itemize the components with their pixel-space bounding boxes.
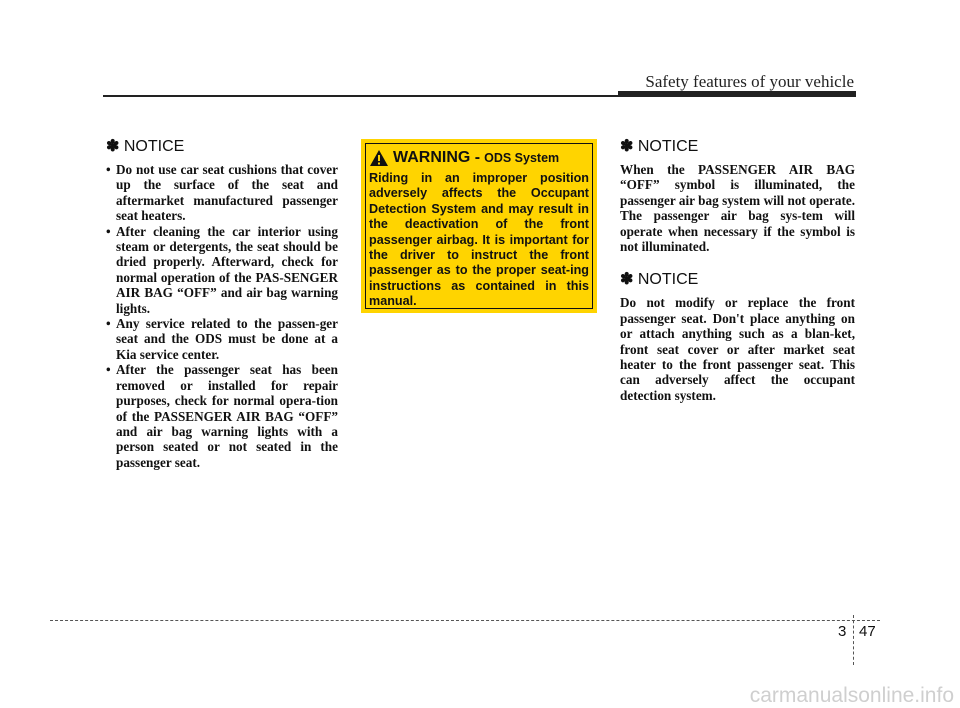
notice-star-icon: ✽ [106,138,120,155]
warning-subtitle: ODS System [484,151,560,165]
notice-label: NOTICE [123,138,185,155]
warning-title: WARNING - [393,149,481,166]
notice-paragraph: Do not modify or replace the front passenger seat. Don't place anything on or attach anything such as a blan-ket, front seat cover or after market seat heater to the front passenger seat. This can adversely affect the occupant detection system. [620,295,855,403]
right-column [620,137,855,403]
footer-page-divider [853,615,854,665]
list-item: • After cleaning the car interior using steam or detergents, the seat should be dried properly. Afterward, check for normal operation of the PAS-SENGER AIR BAG “OFF” and air bag warning lights. [106,223,338,316]
notice-label: NOTICE [637,138,699,155]
warning-text: Riding in an improper position adversely affects the Occupant Detection System and may result in the deactivation of the front passenger airbag. It is important for the driver to instruct the front passenger as to the proper seat-ing instructions as contained in this manual. [369,171,589,309]
warning-heading [369,147,589,169]
footer-dashed-rule [50,620,880,621]
list-item: • After the passenger seat has been removed or installed for repair purposes, check for normal opera-tion of the PASSENGER AIR BAG “OFF” and air bag warning lights with a person seated or not seated in the passenger seat. [106,362,338,470]
page-number: 47 [859,623,876,640]
notice-bullet-list [106,162,338,470]
notice-heading [106,137,338,156]
notice-paragraph: When the PASSENGER AIR BAG “OFF” symbol is illuminated, the passenger air bag system will not operate. The passenger air bag sys-tem will operate when necessary if the symbol is not illuminated. [620,162,855,255]
watermark: carmanualsonline.info [749,684,954,707]
list-item: • Do not use car seat cushions that cover up the surface of the seat and aftermarket manufactured passenger seat heaters. [106,162,338,224]
notice-heading [620,137,855,156]
notice-heading [620,270,855,289]
section-header-title: Safety features of your vehicle [645,72,854,91]
header-rule-accent [618,91,856,97]
left-column [106,137,338,470]
chapter-number: 3 [838,623,847,640]
list-item: • Any service related to the passen-ger seat and the ODS must be done at a Kia service center. [106,316,338,362]
warning-box [361,139,597,313]
notice-star-icon: ✽ [620,271,634,289]
warning-triangle-icon [369,149,389,167]
notice-label: NOTICE [637,271,699,289]
notice-star-icon: ✽ [620,138,634,155]
